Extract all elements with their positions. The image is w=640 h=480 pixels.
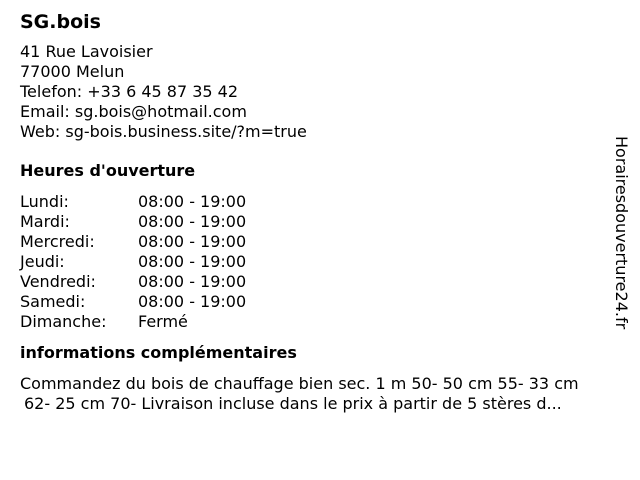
hours-heading: Heures d'ouverture (20, 161, 196, 180)
day-hours: 08:00 - 19:00 (138, 192, 247, 211)
hours-row-samedi (20, 292, 620, 312)
hours-row-vendredi (20, 272, 620, 292)
day-hours: 08:00 - 19:00 (138, 212, 247, 231)
day-label: Dimanche: (20, 312, 107, 331)
hours-row-dimanche (20, 312, 620, 332)
hours-row-jeudi (20, 252, 620, 272)
address-city: 77000 Melun (20, 62, 125, 81)
info-line-2: 62- 25 cm 70- Livraison incluse dans le prix à partir de 5 stères d... (24, 394, 562, 413)
day-hours: 08:00 - 19:00 (138, 272, 247, 291)
site-watermark: Horairesdouverture24.fr (612, 136, 631, 330)
day-hours: 08:00 - 19:00 (138, 252, 247, 271)
business-name: SG.bois (20, 11, 101, 33)
business-card (20, 10, 620, 414)
day-label: Jeudi: (20, 252, 65, 271)
info-heading: informations complémentaires (20, 343, 297, 362)
day-label: Mercredi: (20, 232, 95, 251)
day-hours: Fermé (138, 312, 188, 331)
address-street: 41 Rue Lavoisier (20, 42, 153, 61)
hours-row-lundi (20, 192, 620, 212)
phone-line: Telefon: +33 6 45 87 35 42 (20, 82, 239, 101)
day-label: Mardi: (20, 212, 70, 231)
day-label: Lundi: (20, 192, 69, 211)
day-label: Samedi: (20, 292, 86, 311)
hours-row-mercredi (20, 232, 620, 252)
info-line-1: Commandez du bois de chauffage bien sec. 1 m 50- 50 cm 55- 33 cm (20, 374, 579, 393)
day-label: Vendredi: (20, 272, 96, 291)
day-hours: 08:00 - 19:00 (138, 292, 247, 311)
hours-row-mardi (20, 212, 620, 232)
email-line: Email: sg.bois@hotmail.com (20, 102, 247, 121)
contact-block (20, 42, 620, 142)
web-line: Web: sg-bois.business.site/?m=true (20, 122, 307, 141)
day-hours: 08:00 - 19:00 (138, 232, 247, 251)
info-description (20, 374, 620, 414)
hours-table (20, 192, 620, 332)
